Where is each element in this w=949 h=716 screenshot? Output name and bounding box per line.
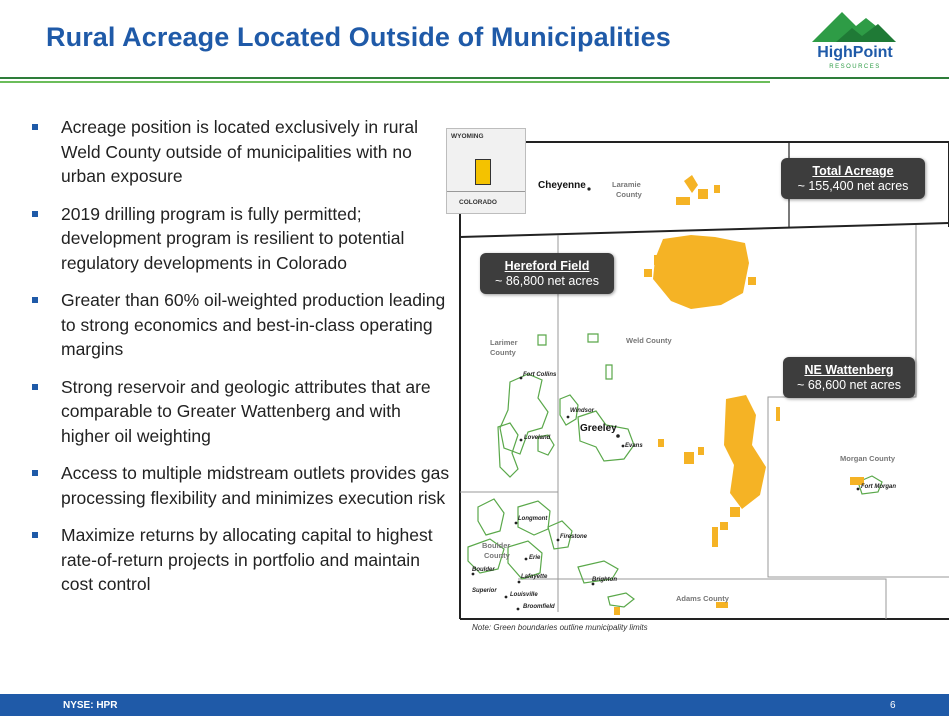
- bullet-item: [30, 461, 450, 510]
- map-label-laramie-county: County: [616, 190, 642, 199]
- bullet-item: [30, 523, 450, 597]
- footer-ticker: NYSE: HPR: [63, 700, 118, 711]
- bullet-item: [30, 288, 450, 362]
- callout-ne-wattenberg: [783, 357, 915, 398]
- town-superior: Superior: [472, 588, 497, 594]
- bullet-square-icon: [32, 384, 38, 390]
- inset-label-colorado: COLORADO: [459, 199, 497, 206]
- bullet-square-icon: [32, 211, 38, 217]
- map-label-boulder-county: County: [484, 551, 510, 560]
- town-louisville: Louisville: [510, 592, 538, 598]
- page-title: Rural Acreage Located Outside of Municipalities: [46, 22, 671, 52]
- bullet-item: [30, 375, 450, 449]
- bullet-square-icon: [32, 297, 38, 303]
- bullet-square-icon: [32, 124, 38, 130]
- map-label-larimer-county: County: [490, 348, 516, 357]
- town-fort-collins: Fort Collins: [523, 372, 557, 378]
- map-note: Note: Green boundaries outline municipality limits: [472, 623, 648, 632]
- bullet-text: Strong reservoir and geologic attributes that are comparable to Greater Wattenberg and with higher oil weighting: [61, 376, 431, 446]
- callout-value: ~ 86,800 net acres: [495, 274, 599, 288]
- bullet-item: [30, 115, 450, 189]
- company-logo: [800, 6, 910, 76]
- callout-heading: Total Acreage: [812, 164, 894, 178]
- town-fort-morgan: Fort Morgan: [861, 484, 896, 490]
- bullet-text: 2019 drilling program is fully permitted; development program is resilient to potential regulatory developments in Colorado: [61, 203, 405, 273]
- mountain-logo-icon: [800, 6, 910, 46]
- bullet-text: Access to multiple midstream outlets provides gas processing flexibility and minimizes execution risk: [61, 463, 450, 508]
- town-evans: Evans: [625, 443, 643, 449]
- bullet-text: Maximize returns by allocating capital to highest rate-of-return projects in portfolio and maintain cost control: [61, 525, 433, 594]
- town-broomfield: Broomfield: [523, 604, 555, 610]
- town-longmont: Longmont: [518, 516, 548, 522]
- inset-area-marker: [475, 159, 491, 185]
- town-loveland: Loveland: [524, 435, 551, 441]
- town-erie: Erie: [529, 555, 541, 561]
- logo-wordmark: HighPoint: [817, 44, 893, 61]
- callout-heading: Hereford Field: [504, 259, 590, 273]
- callout-total-acreage: [781, 158, 925, 199]
- bullet-square-icon: [32, 532, 38, 538]
- bullet-text: Acreage position is located exclusively in rural Weld County outside of municipalities with no urban exposure: [61, 117, 418, 186]
- callout-value: ~ 155,400 net acres: [797, 179, 909, 193]
- map-label-laramie: Laramie: [612, 180, 641, 189]
- inset-state-line: [447, 191, 525, 192]
- map-label-morgan-county: Morgan County: [840, 454, 895, 463]
- callout-heading: NE Wattenberg: [804, 363, 894, 377]
- map-label-weld-county: Weld County: [626, 336, 672, 345]
- bullet-list: [30, 115, 450, 610]
- page-number: 6: [890, 700, 896, 711]
- town-boulder: Boulder: [472, 567, 495, 573]
- footer-bar: [0, 694, 949, 716]
- header-rule-light: [0, 81, 770, 83]
- callout-hereford-field: [480, 253, 614, 294]
- locator-inset: [446, 128, 526, 214]
- map-label-boulder: Boulder: [482, 541, 511, 550]
- bullet-item: [30, 202, 450, 276]
- header-rule-dark: [0, 77, 949, 79]
- town-brighton: Brighton: [592, 577, 617, 583]
- inset-label-wyoming: WYOMING: [451, 133, 484, 140]
- map-label-greeley: Greeley: [580, 423, 617, 434]
- town-lafayette: Lafayette: [521, 574, 548, 580]
- town-windsor: Windsor: [570, 408, 594, 414]
- bullet-square-icon: [32, 470, 38, 476]
- bullet-text: Greater than 60% oil-weighted production leading to strong economics and best-in-class operating margins: [61, 290, 446, 359]
- callout-value: ~ 68,600 net acres: [797, 378, 901, 392]
- logo-subtitle: RESOURCES: [829, 64, 881, 70]
- map-label-cheyenne: Cheyenne: [538, 180, 586, 191]
- town-firestone: Firestone: [560, 534, 588, 540]
- map-label-larimer: Larimer: [490, 338, 518, 347]
- map-label-adams-county: Adams County: [676, 594, 729, 603]
